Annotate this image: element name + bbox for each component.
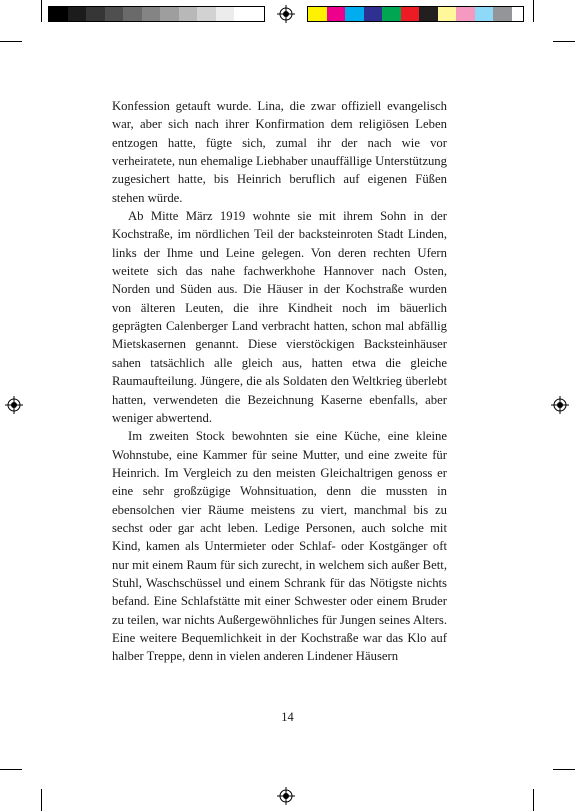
color-swatch — [308, 7, 327, 21]
color-swatch — [456, 7, 475, 21]
color-swatch — [419, 7, 438, 21]
paragraph: Ab Mitte März 1919 wohnte sie mit ihrem Sohn in der Kochstraße, im nördlichen Teil der backsteinroten Stadt Linden, links der Ihme und Leine gelegen. Von deren rechten Ufern weitete sich das nahe fachwerkhohe Hannover nach Osten, Norden und Süden aus. Die Häuser in der Kochstraße wurden von älteren Leuten, die ihre Kindheit noch im bäuerlich geprägten Calenberger Land verbracht hatten, schon mal abfällig Mietskasernen genannt. Diese vierstöckigen Backsteinhäuser sahen tatsächlich alle gleich aus, hatten etwa die gleiche Raumaufteilung. Jüngere, die als Soldaten den Weltkrieg überlebt hatten, verwendeten die Bezeichnung Kaserne ebenfalls, aber weniger abwertend. — [112, 209, 447, 425]
color-swatch — [438, 7, 457, 21]
crop-mark — [553, 41, 575, 42]
crop-mark — [553, 769, 575, 770]
color-swatch — [475, 7, 494, 21]
registration-mark-icon — [551, 396, 569, 414]
crop-mark — [41, 0, 42, 22]
crop-mark — [41, 789, 42, 811]
gray-swatch — [216, 7, 235, 21]
gray-swatch — [197, 7, 216, 21]
color-swatch — [493, 7, 512, 21]
paragraph: Konfession getauft wurde. Lina, die zwar offiziell evangelisch war, aber sich nach ihrer Konfirmation dem religiösen Leben entzogen hatte, fügte sich, zumal ihr der nach wie vor verheiratete, nun ehemalige Liebhaber unauffällige Unterstützung zugesichert hatte, bis Heinrich beruflich auf eigenen Füßen stehen würde. — [112, 99, 447, 205]
gray-swatch — [68, 7, 87, 21]
gray-swatch — [160, 7, 179, 21]
grayscale-control-bar — [48, 6, 265, 22]
gray-swatch — [123, 7, 142, 21]
crop-mark — [533, 789, 534, 811]
color-swatch — [382, 7, 401, 21]
page-number: 14 — [281, 710, 294, 724]
gray-swatch — [86, 7, 105, 21]
gray-swatch — [234, 7, 253, 21]
gray-swatch — [105, 7, 124, 21]
body-text — [112, 97, 447, 666]
color-control-bar — [307, 6, 524, 22]
gray-swatch — [142, 7, 161, 21]
gray-swatch — [49, 7, 68, 21]
color-swatch — [364, 7, 383, 21]
registration-mark-icon — [5, 396, 23, 414]
color-swatch — [327, 7, 346, 21]
paragraph: Im zweiten Stock bewohnten sie eine Küche, eine kleine Wohnstube, eine Kammer für seine Mutter, und eine zweite für Heinrich. Im Vergleich zu den meisten Gleichaltrigen genoss er eine sehr großzügige Wohnsituation, denn die mussten in ebensolchen vier Räume meistens zu viert, manchmal bis zu sechst oder gar acht leben. Ledige Personen, auch solche mit Kind, kamen als Untermieter oder Schlaf- oder Kostgänger oft nur mit einem Raum für sich zurecht, in welchem sich außer Bett, Stuhl, Waschschüssel und einem Schrank für das Nötigste nichts befand. Eine Schlafstätte mit einer Schwester oder einem Bruder zu teilen, war nichts Außergewöhnliches für Jungen seines Alters. Eine weitere Bequemlichkeit in der Kochstraße war das Klo auf halber Treppe, denn in vielen anderen Lindener Häusern — [112, 429, 447, 664]
registration-mark-icon — [277, 5, 295, 23]
color-swatch — [401, 7, 420, 21]
registration-mark-icon — [277, 787, 295, 805]
gray-swatch — [179, 7, 198, 21]
crop-mark — [533, 0, 534, 22]
crop-mark — [0, 769, 22, 770]
crop-mark — [0, 41, 22, 42]
color-swatch — [345, 7, 364, 21]
